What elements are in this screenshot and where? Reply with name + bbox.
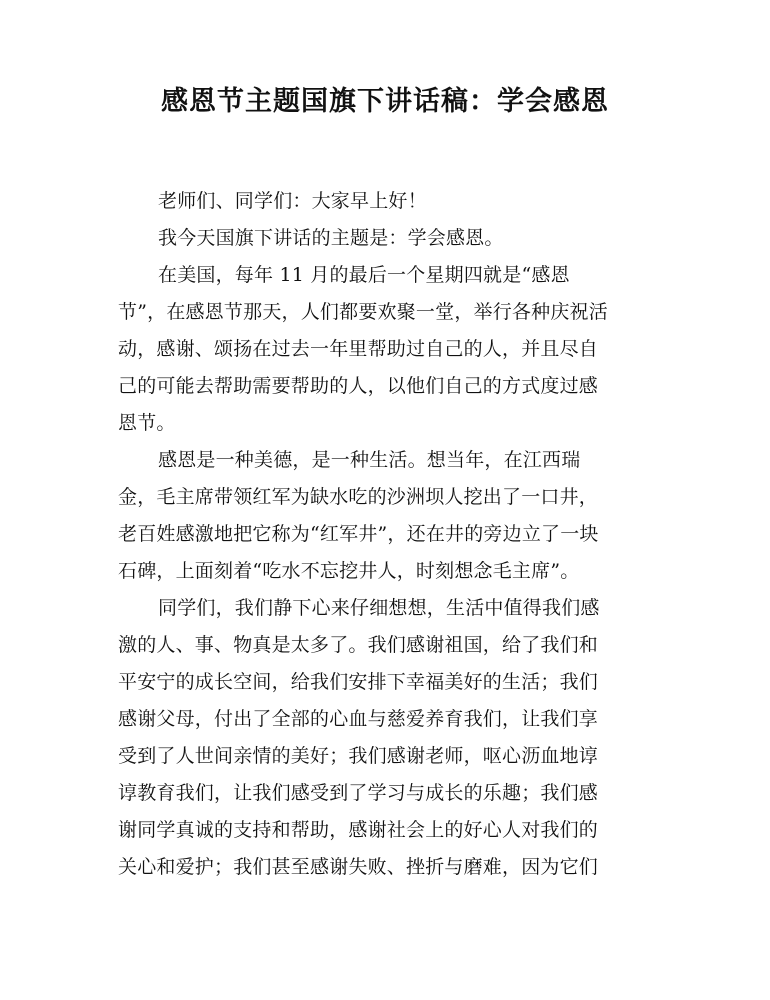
- text-line: 平安宁的成长空间，给我们安排下幸福美好的生活；我们: [118, 671, 599, 693]
- text-line: 节”，在感恩节那天，人们都要欢聚一堂，举行各种庆祝活: [118, 301, 608, 323]
- text-line: 老师们、同学们：大家早上好！: [158, 190, 427, 212]
- text-line: 感恩是一种美德，是一种生活。想当年，在江西瑞: [158, 449, 581, 471]
- text-line: 恩节。: [118, 412, 176, 434]
- text-line: 关心和爱护；我们甚至感谢失败、挫折与磨难，因为它们: [118, 856, 599, 878]
- text-line: 激的人、事、物真是太多了。我们感谢祖国，给了我们和: [118, 634, 599, 656]
- text-line: 同学们，我们静下心来仔细想想，生活中值得我们感: [158, 597, 600, 619]
- text-line: 金，毛主席带领红军为缺水吃的沙洲坝人挖出了一口井，: [118, 486, 599, 508]
- text-line: 石碑，上面刻着“吃水不忘挖井人，时刻想念毛主席”。: [118, 560, 580, 582]
- document-title: 感恩节主题国旗下讲话稿：学会感恩: [161, 86, 609, 117]
- text-line: 我今天国旗下讲话的主题是：学会感恩。: [158, 227, 504, 249]
- text-line: 感谢父母，付出了全部的心血与慈爱养育我们，让我们享: [118, 708, 599, 730]
- text-line: 动，感谢、颂扬在过去一年里帮助过自己的人，并且尽自: [118, 338, 599, 360]
- text-line: 己的可能去帮助需要帮助的人，以他们自己的方式度过感: [118, 375, 599, 397]
- text-line: 受到了人世间亲情的美好；我们感谢老师，呕心沥血地谆: [118, 745, 599, 767]
- document-body: [118, 183, 654, 886]
- text-line: 谢同学真诚的支持和帮助，感谢社会上的好心人对我们的: [118, 819, 599, 841]
- text-line: 谆教育我们，让我们感受到了学习与成长的乐趣；我们感: [118, 782, 599, 804]
- text-line: 老百姓感激地把它称为“红军井”，还在井的旁边立了一块: [118, 523, 599, 545]
- text-line: 在美国，每年 11 月的最后一个星期四就是“感恩: [158, 264, 570, 286]
